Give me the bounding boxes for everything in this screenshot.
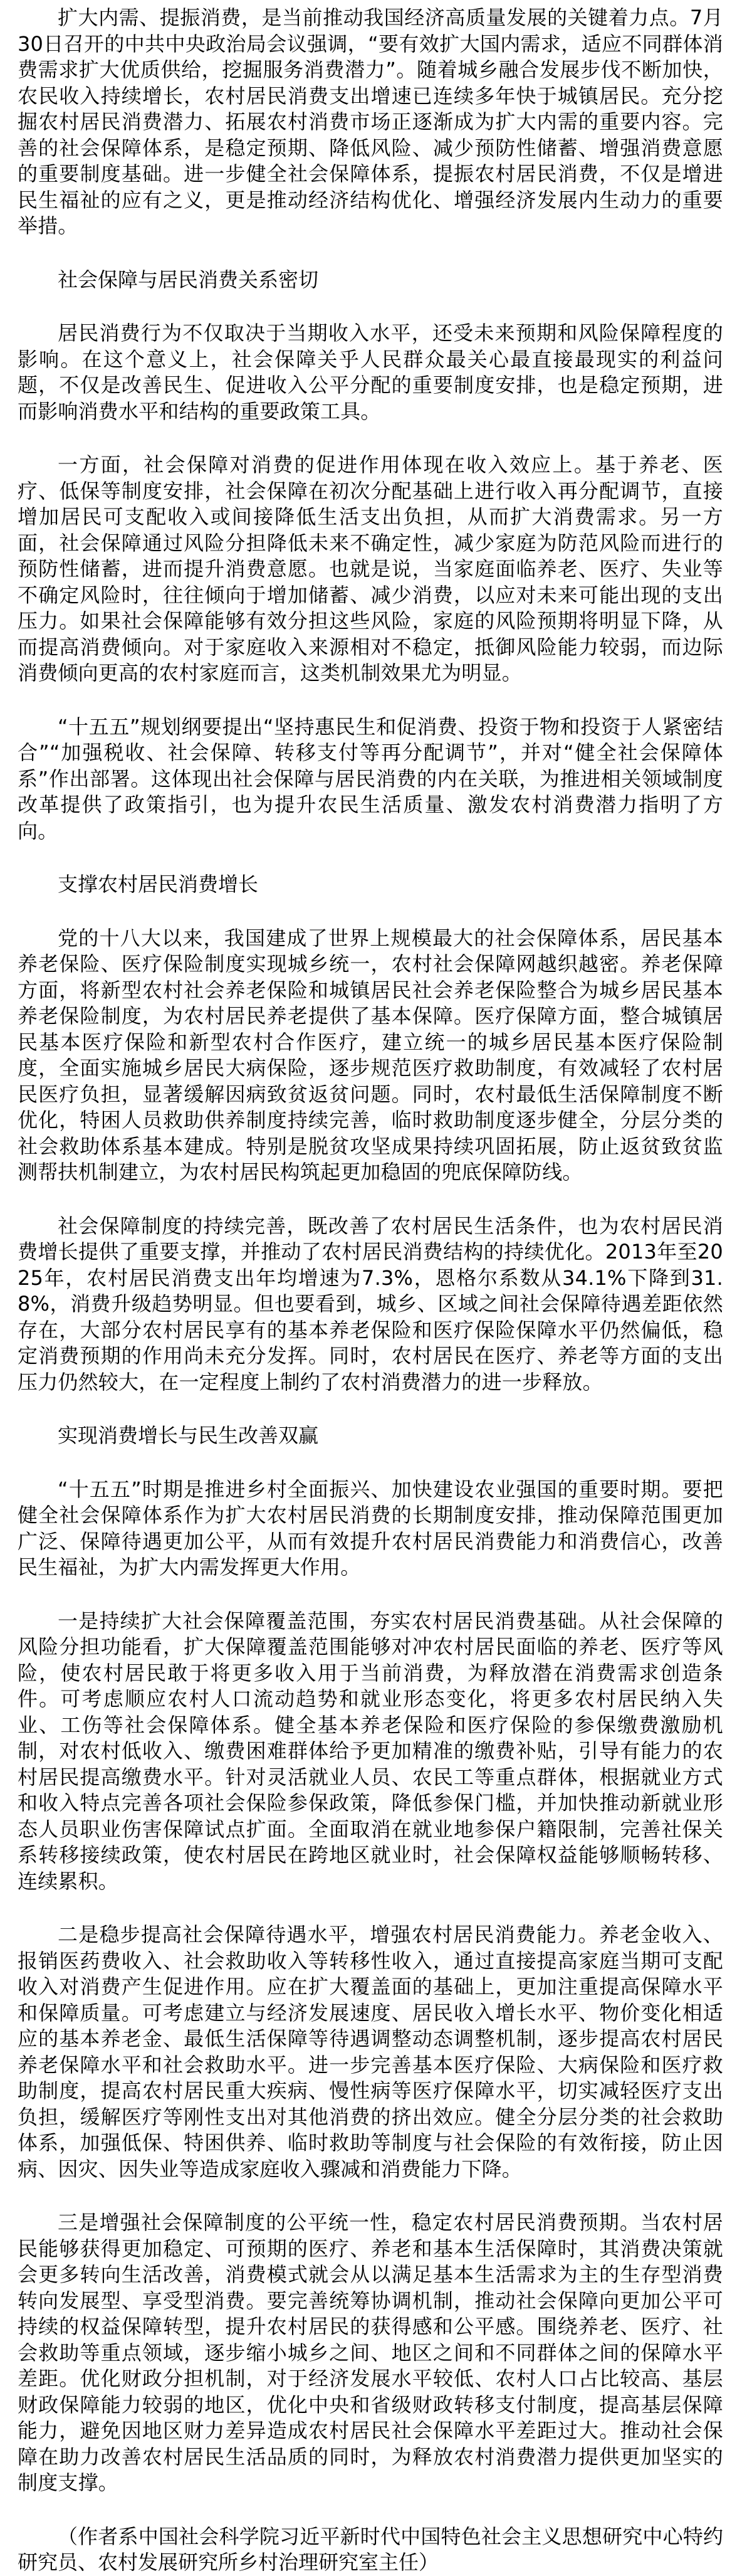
intro-paragraph: 扩大内需、提振消费，是当前推动我国经济高质量发展的关键着力点。7月30日召开的中共中央政治局会议强调，“要有效扩大国内需求，适应不同群体消费需求扩大优质供给，挖掘服务消费潜力”。随着城乡融合发展步伐不断加快，农民收入持续增长，农村居民消费支出增速已连续多年快于城镇居民。充分挖掘农村居民消费潜力、拓展农村消费市场正逐渐成为扩大内需的重要内容。完善的社会保障体系，是稳定预期、降低风险、减少预防性储蓄、增强消费意愿的重要制度基础。进一步健全社会保障体系，提振农村居民消费，不仅是增进民生福祉的应有之义，更是推动经济结构优化、增强经济发展内生动力的重要举措。	[18, 6, 723, 238]
body-paragraph: “十五五”规划纲要提出“坚持惠民生和促消费、投资于物和投资于人紧密结合”“加强税收、社会保障、转移支付等再分配调节”，并对“健全社会保障体系”作出部署。这体现出社会保障与居民消费的内在关联，为推进相关领域制度改革提供了政策指引，也为提升农民生活质量、激发农村消费潜力指明了方向。	[18, 714, 723, 843]
body-paragraph: 三是增强社会保障制度的公平统一性，稳定农村居民消费预期。当农村居民能够获得更加稳定、可预期的医疗、养老和基本生活保障时，其消费决策就会更多转向生活改善，消费模式就会从以满足基本生活需求为主的生存型消费转向发展型、享受型消费。要完善统筹协调机制，推动社会保障向更加公平可持续的权益保障转型，提升农村居民的获得感和公平感。围绕养老、医疗、社会救助等重点领域，逐步缩小城乡之间、地区之间和不同群体之间的保障水平差距。优化财政分担机制，对于经济发展水平较低、农村人口占比较高、基层财政保障能力较弱的地区，优化中央和省级财政转移支付制度，提高基层保障能力，避免因地区财力差异造成农村居民社会保障水平差距过大。推动社会保障在助力改善农村居民生活品质的同时，为释放农村消费潜力提供更加坚实的制度支撑。	[18, 2210, 723, 2494]
author-byline: （作者系中国社会科学院习近平新时代中国特色社会主义思想研究中心特约研究员、农村发展研究所乡村治理研究室主任）	[18, 2524, 723, 2574]
body-paragraph: 二是稳步提高社会保障待遇水平，增强农村居民消费能力。养老金收入、报销医药费收入、社会救助收入等转移性收入，通过直接提高家庭当期可支配收入对消费产生促进作用。应在扩大覆盖面的基础上，更加注重提高保障水平和保障质量。可考虑建立与经济发展速度、居民收入增长水平、物价变化相适应的基本养老金、最低生活保障等待遇调整动态调整机制，逐步提高农村居民养老保障水平和社会救助水平。进一步完善基本医疗保险、大病保险和医疗救助制度，提高农村居民重大疾病、慢性病等医疗保障水平，切实减轻医疗支出负担，缓解医疗等刚性支出对其他消费的挤出效应。健全分层分类的社会救助体系，加强低保、特困供养、临时救助等制度与社会保险的有效衔接，防止因病、因灾、因失业等造成家庭收入骤减和消费能力下降。	[18, 1923, 723, 2181]
section-heading-2: 支撑农村居民消费增长	[58, 872, 259, 896]
section-heading-3: 实现消费增长与民生改善双赢	[58, 1423, 319, 1447]
body-paragraph: “十五五”时期是推进乡村全面振兴、加快建设农业强国的重要时期。要把健全社会保障体系作为扩大农村居民消费的长期制度安排，推动保障范围更加广泛、保障待遇更加公平，从而有效提升农村居民消费能力和消费信心，改善民生福祉，为扩大内需发挥更大作用。	[18, 1477, 723, 1579]
section-heading-1: 社会保障与居民消费关系密切	[58, 267, 319, 292]
body-paragraph: 一是持续扩大社会保障覆盖范围，夯实农村居民消费基础。从社会保障的风险分担功能看，扩大保障覆盖范围能够对冲农村居民面临的养老、医疗等风险，使农村居民敢于将更多收入用于当前消费，为释放潜在消费需求创造条件。可考虑顺应农村人口流动趋势和就业形态变化，将更多农村居民纳入失业、工伤等社会保障体系。健全基本养老保险和医疗保险的参保缴费激励机制，对农村低收入、缴费困难群体给予更加精准的缴费补贴，引导有能力的农村居民提高缴费水平。针对灵活就业人员、农民工等重点群体，根据就业方式和收入特点完善各项社会保险参保政策，降低参保门槛，并加快推动新就业形态人员职业伤害保障试点扩面。全面取消在就业地参保户籍限制，完善社保关系转移接续政策，使农村居民在跨地区就业时，社会保障权益能够顺畅转移、连续累积。	[18, 1608, 723, 1893]
body-paragraph: 一方面，社会保障对消费的促进作用体现在收入效应上。基于养老、医疗、低保等制度安排，社会保障在初次分配基础上进行收入再分配调节，直接增加居民可支配收入或间接降低生活支出负担，从而扩大消费需求。另一方面，社会保障通过风险分担降低未来不确定性，减少家庭为防范风险而进行的预防性储蓄，进而提升消费意愿。也就是说，当家庭面临养老、医疗、失业等不确定风险时，往往倾向于增加储蓄、减少消费，以应对未来可能出现的支出压力。如果社会保障能够有效分担这些风险，家庭的风险预期将明显下降，从而提高消费倾向。对于家庭收入来源相对不稳定，抵御风险能力较弱，而边际消费倾向更高的农村家庭而言，这类机制效果尤为明显。	[18, 453, 723, 685]
body-paragraph: 社会保障制度的持续完善，既改善了农村居民生活条件，也为农村居民消费增长提供了重要支撑，并推动了农村居民消费结构的持续优化。2013年至2025年，农村居民消费支出年均增速为7.3%，恩格尔系数从34.1%下降到31.8%，消费升级趋势明显。但也要看到，城乡、区域之间社会保障待遇差距依然存在，大部分农村居民享有的基本养老保险和医疗保险保障水平仍然偏低，稳定消费预期的作用尚未充分发挥。同时，农村居民在医疗、养老等方面的支出压力仍然较大，在一定程度上制约了农村消费潜力的进一步释放。	[18, 1213, 723, 1394]
body-paragraph: 党的十八大以来，我国建成了世界上规模最大的社会保障体系，居民基本养老保险、医疗保险制度实现城乡统一，农村社会保障网越织越密。养老保障方面，将新型农村社会养老保险和城镇居民社会养老保险整合为城乡居民基本养老保险制度，为农村居民养老提供了基本保障。医疗保障方面，整合城镇居民基本医疗保险和新型农村合作医疗，建立统一的城乡居民基本医疗保险制度，全面实施城乡居民大病保险，逐步规范医疗救助制度，有效减轻了农村居民医疗负担，显著缓解因病致贫返贫问题。同时，农村最低生活保障制度不断优化，特困人员救助供养制度持续完善，临时救助制度逐步健全，分层分类的社会救助体系基本建成。特别是脱贫攻坚成果持续巩固拓展，防止返贫致贫监测帮扶机制建立，为农村居民构筑起更加稳固的兜底保障防线。	[18, 926, 723, 1184]
body-paragraph: 居民消费行为不仅取决于当期收入水平，还受未来预期和风险保障程度的影响。在这个意义上，社会保障关乎人民群众最关心最直接最现实的利益问题，不仅是改善民生、促进收入公平分配的重要制度安排，也是稳定预期，进而影响消费水平和结构的重要政策工具。	[18, 321, 723, 423]
